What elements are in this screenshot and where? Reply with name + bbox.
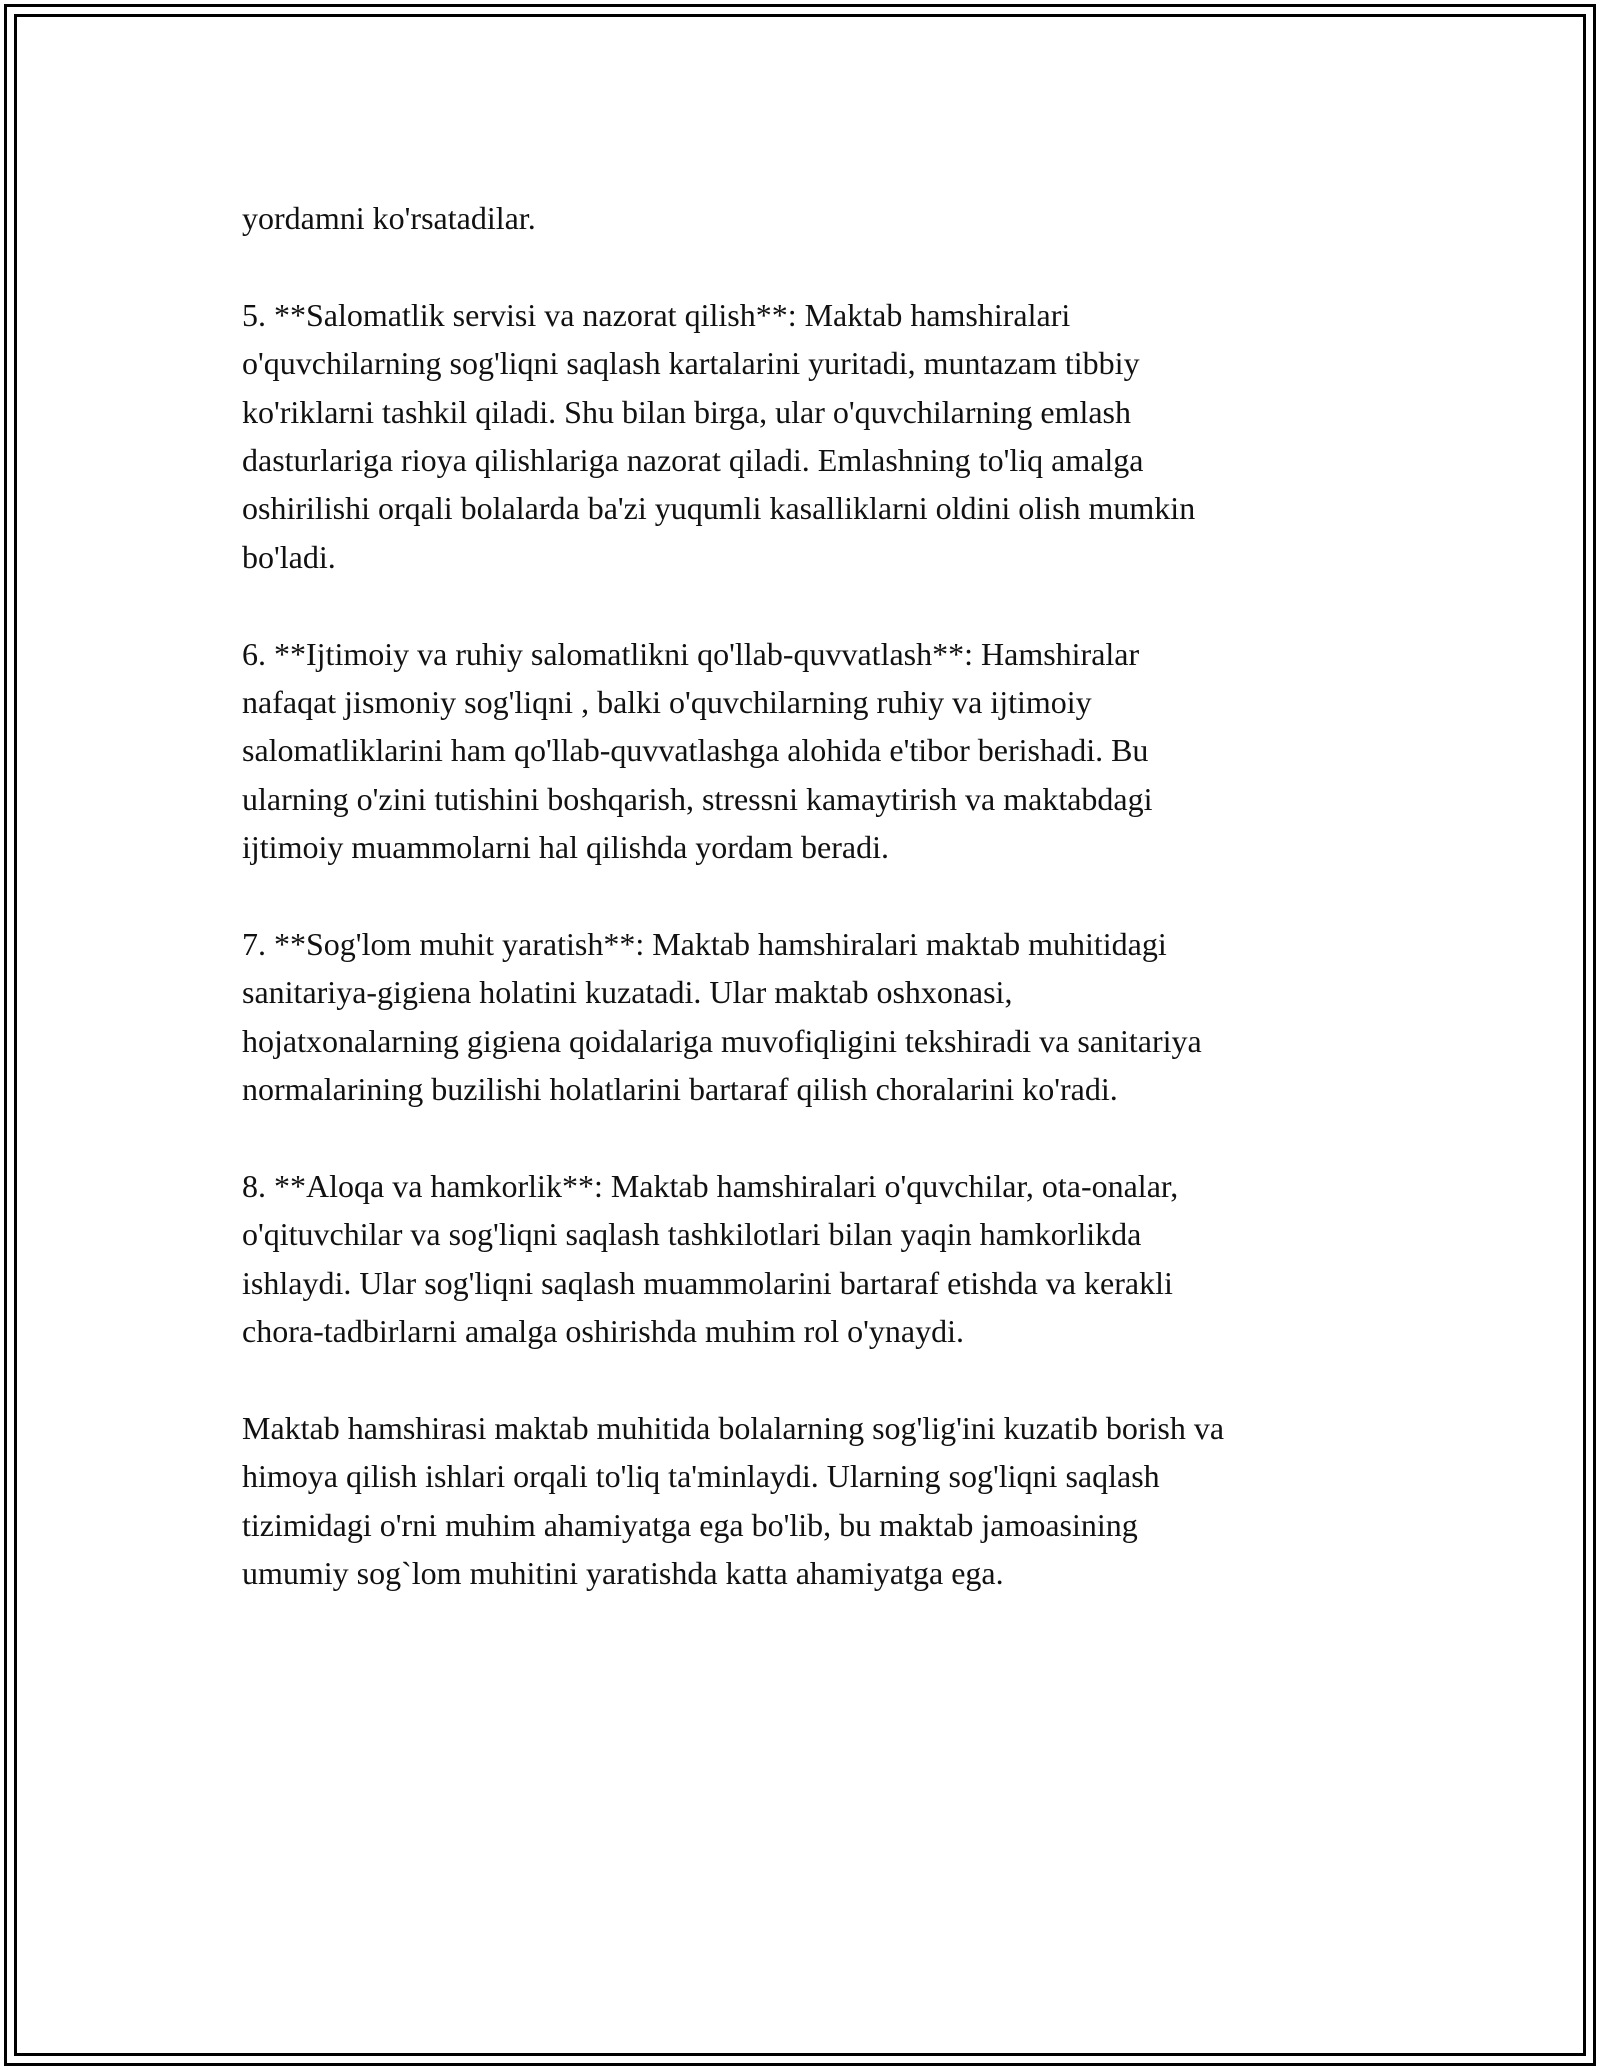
paragraph-continuation: yordamni ko'rsatadilar. [242,200,536,236]
paragraph-conclusion: Maktab hamshirasi maktab muhitida bolalarning sog'lig'ini kuzatib borish va himoya qilish ishlari orqali to'liq ta'minlaydi. Ularning sog'liqni saqlash tizimidagi o'rni muhim ahamiyatga ega bo'lib, bu maktab jamoasining umumiy sog`lom muhitini yaratishda katta ahamiyatga ega. [242,1410,1225,1592]
paragraph-item-5: 5. **Salomatlik servisi va nazorat qilish**: Maktab hamshiralari o'quvchilarning sog'liqni saqlash kartalarini yuritadi, muntazam tibbiy ko'riklarni tashkil qiladi. Shu bilan birga, ular o'quvchilarning emlash dasturlariga rioya qilishlariga nazorat qiladi. Emlashning to'liq amalga oshirilishi orqali bolalarda ba'zi yuqumli kasalliklarni oldini olish mumkin bo'ladi. [242,296,1196,575]
page-frame [4,4,1596,2066]
paragraph-item-8: 8. **Aloqa va hamkorlik**: Maktab hamshiralari o'quvchilar, ota-onalar, o'qituvchilar va sog'liqni saqlash tashkilotlari bilan yaqin hamkorlikda ishlaydi. Ular sog'liqni saqlash muammolarini bartaraf etishda va kerakli chora-tadbirlarni amalga oshirishda muhim rol o'ynaydi. [242,1168,1179,1350]
paragraph-item-7: 7. **Sog'lom muhit yaratish**: Maktab hamshiralari maktab muhitidagi sanitariya-gigiena holatini kuzatadi. Ular maktab oshxonasi, hojatxonalarning gigiena qoidalariga muvofiqligini tekshiradi va sanitariya normalarining buzilishi holatlarini bartaraf qilish choralarini ko'radi. [242,926,1202,1108]
paragraph-item-6: 6. **Ijtimoiy va ruhiy salomatlikni qo'llab-quvvatlash**: Hamshiralar nafaqat jismoniy sog'liqni , balki o'quvchilarning ruhiy va ijtimoiy salomatliklarini ham qo'llab-quvvatlashga alohida e'tibor berishadi. Bu ularning o'zini tutishini boshqarish, stressni kamaytirish va maktabdagi ijtimoiy muammolarni hal qilishda yordam beradi. [242,635,1153,866]
document-body [242,194,1397,1646]
